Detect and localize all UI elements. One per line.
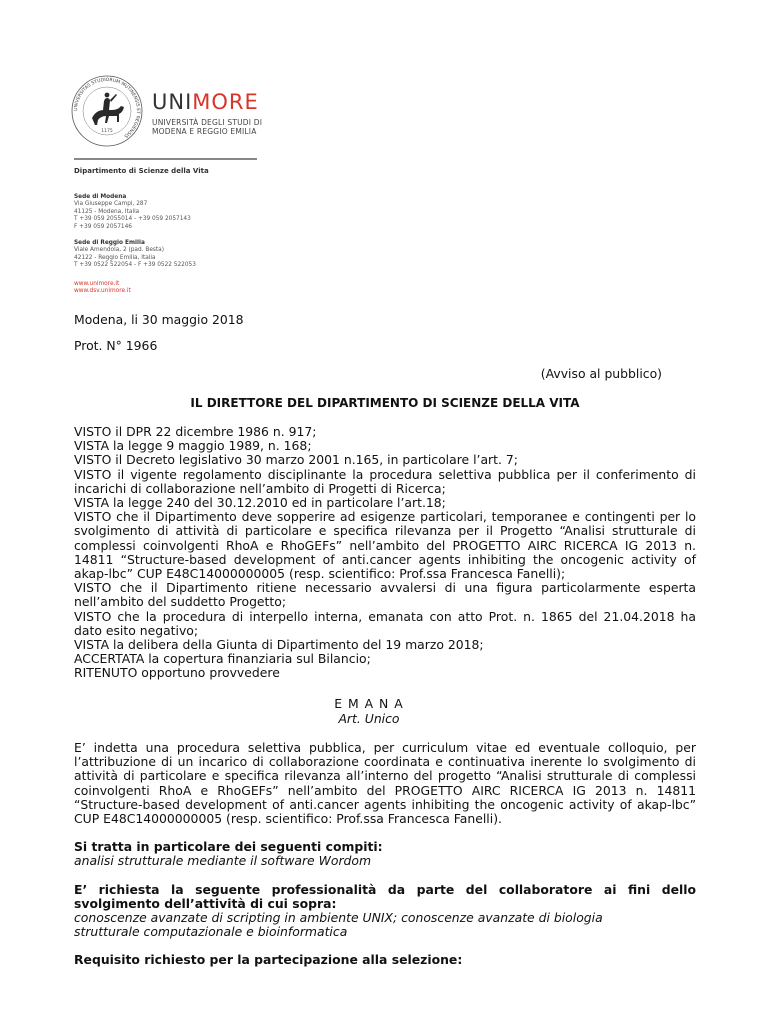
public-notice-label: (Avviso al pubblico) <box>540 366 662 381</box>
sede-modena-line-1: Via Giuseppe Campi, 287 <box>74 201 148 208</box>
visto-item: VISTO il Decreto legislativo 30 marzo 2001 n.165, in particolare l’art. 7; <box>74 452 518 468</box>
sede-reggio-title: Sede di Reggio Emilia <box>74 240 145 246</box>
article-heading: Art. Unico <box>338 711 400 726</box>
department-name: Dipartimento di Scienze della Vita <box>74 167 209 175</box>
compiti-heading: Si tratta in particolare dei seguenti compiti: <box>74 839 383 854</box>
sede-reggio-block <box>74 240 196 270</box>
sede-modena-title: Sede di Modena <box>74 194 127 200</box>
visto-item: RITENUTO opportuno provvedere <box>74 665 280 681</box>
link-unimore[interactable]: www.unimore.it <box>74 281 120 287</box>
visto-item: VISTO che il Dipartimento deve sopperire ad esigenze particolari, temporanee e contingenti per lo svolgimento di attività di particolare e specifica rilevanza per il Progetto “Analisi strutturale di complessi coinvolgenti RhoA e RhoGEFs” nell’ambito del PROGETTO AIRC RICERCA IG 2013 n. 14811 “Structure-based development of anti.cancer agents inhibiting the oncogenic activity of akap-lbc” CUP E48C14000000005 (resp. scientifico: Prof.ssa Francesca Fanelli); <box>74 509 696 582</box>
emana-heading: E M A N A <box>334 696 404 711</box>
brand-wordmark <box>152 92 259 113</box>
document-date: Modena, li 30 maggio 2018 <box>74 312 244 327</box>
university-line-2: MODENA E REGGIO EMILIA <box>152 127 257 136</box>
university-name <box>152 118 262 136</box>
visto-item: VISTO il vigente regolamento disciplinante la procedura selettiva pubblica per il conferimento di incarichi di collaborazione nell’ambito di Progetti di Ricerca; <box>74 466 696 496</box>
visto-item: VISTA la legge 240 del 30.12.2010 ed in particolare l’art.18; <box>74 495 446 511</box>
visto-item: ACCERTATA la copertura finanziaria sul Bilancio; <box>74 651 371 667</box>
visto-item: VISTO che il Dipartimento ritiene necessario avvalersi di una figura particolarmente esperta nell’ambito del suddetto Progetto; <box>74 580 696 610</box>
university-seal-logo <box>70 74 144 148</box>
requisito-heading: Requisito richiesto per la partecipazione alla selezione: <box>74 952 463 967</box>
visto-item: VISTO che la procedura di interpello interna, emanata con atto Prot. n. 1865 del 21.04.2018 ha dato esito negativo; <box>74 608 696 638</box>
seal-inscription: UNIVERSITAS STUDIORUM MUTINENSIS ET REGIENSIS <box>73 77 141 139</box>
professionalita-text: conoscenze avanzate di scripting in ambiente UNIX; conoscenze avanzate di biologia strutturale computazionale e bioinformatica <box>74 910 603 940</box>
sede-reggio-line-1: Viale Amendola, 2 (pad. Besta) <box>74 247 164 254</box>
main-paragraph: E’ indetta una procedura selettiva pubblica, per curriculum vitae ed eventuale colloquio, per l’attribuzione di un incarico di collaborazione coordinata e continuativa inerente lo svolgimento di attività di particolare e specifica rilevanza all’interno del progetto “Analisi strutturale di complessi coinvolgenti RhoA e RhoGEFs” nell’ambito del PROGETTO AIRC RICERCA IG 2013 n. 14811 “Structure-based development of anti.cancer agents inhibiting the oncogenic activity of akap-lbc” CUP E48C14000000005 (resp. scientifico: Prof.ssa Francesca Fanelli). <box>74 740 696 827</box>
sede-reggio-line-3: T +39 0522 522054 - F +39 0522 522053 <box>74 262 196 269</box>
visto-item: VISTO il DPR 22 dicembre 1986 n. 917; <box>74 424 317 439</box>
protocol-number: Prot. N° 1966 <box>74 338 158 353</box>
website-links <box>74 281 131 296</box>
brand-uni: UNI <box>152 90 193 114</box>
sede-reggio-line-2: 42122 - Reggio Emilia, Italia <box>74 254 156 261</box>
visto-list <box>74 425 696 681</box>
sede-modena-line-3: T +39 059 2055014 - +39 059 2057143 <box>74 216 191 223</box>
link-dsv[interactable]: www.dsv.unimore.it <box>74 288 131 295</box>
visto-item: VISTA la legge 9 maggio 1989, n. 168; <box>74 438 312 454</box>
document-title: IL DIRETTORE DEL DIPARTIMENTO DI SCIENZE DELLA VITA <box>190 396 580 410</box>
seal-year: 1175 <box>101 129 113 134</box>
sede-modena-line-2: 41125 - Modena, Italia <box>74 208 140 215</box>
visto-item: VISTA la delibera della Giunta di Dipartimento del 19 marzo 2018; <box>74 637 484 653</box>
university-line-1: UNIVERSITÀ DEGLI STUDI DI <box>152 118 263 127</box>
compiti-text: analisi strutturale mediante il software Wordom <box>74 853 372 868</box>
professionalita-heading: E’ richiesta la seguente professionalità da parte del collaboratore ai fini dello svolgimento dell’attività di cui sopra: <box>74 882 696 912</box>
sede-modena-block <box>74 194 191 231</box>
sede-modena-line-4: F +39 059 2057146 <box>74 223 132 230</box>
header-rule <box>74 158 257 160</box>
brand-more: MORE <box>192 90 259 114</box>
